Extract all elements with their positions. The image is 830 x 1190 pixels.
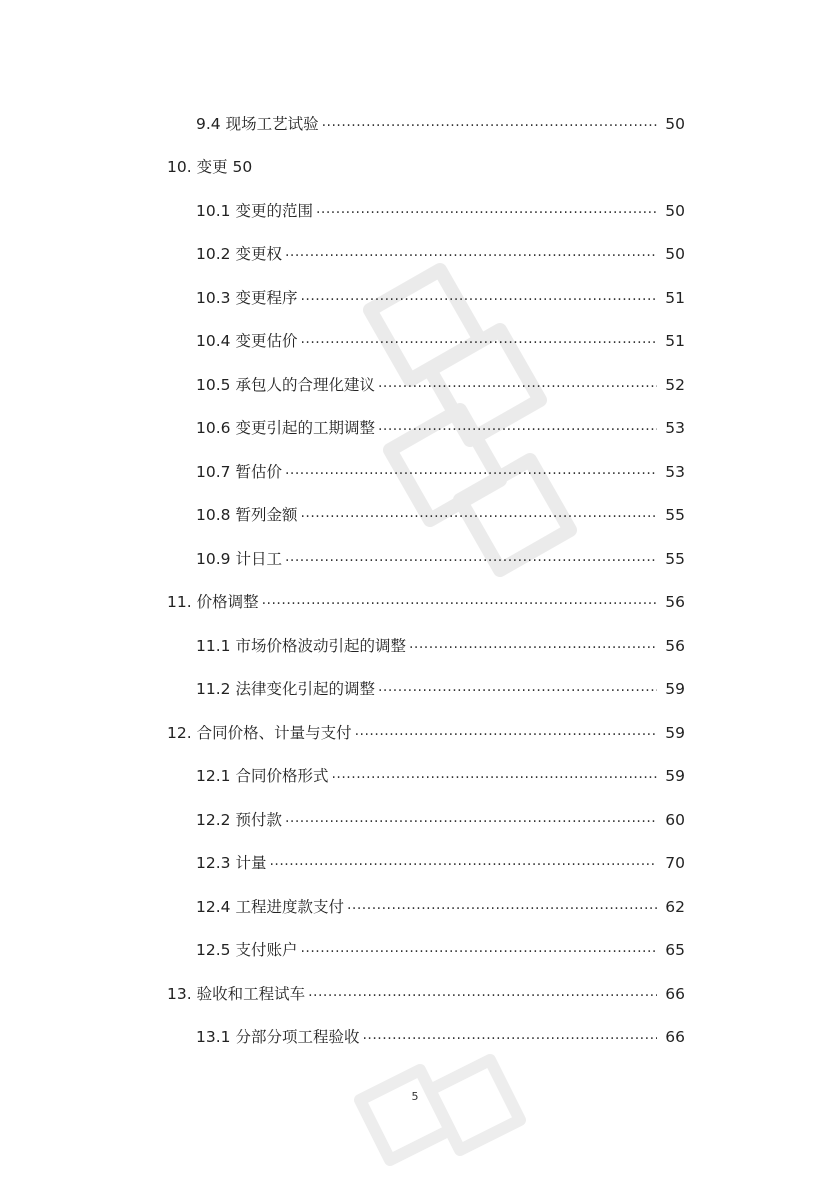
toc-entry-page: 50	[665, 245, 685, 264]
toc-entry-title: 11.1 市场价格波动引起的调整	[196, 636, 406, 655]
toc-entry-page: 55	[665, 549, 685, 568]
toc-chapter-entry[interactable]	[0, 972, 830, 1016]
toc-leader-dots	[300, 288, 657, 308]
toc-entry-title: 11.2 法律变化引起的调整	[196, 680, 375, 699]
toc-section-entry[interactable]	[0, 537, 830, 581]
toc-entry-title: 12.2 预付款	[196, 810, 282, 829]
toc-section-entry[interactable]	[0, 798, 830, 842]
toc-section-entry[interactable]	[0, 624, 830, 668]
toc-entry-page: 59	[665, 767, 685, 786]
toc-entry-title: 13.1 分部分项工程验收	[196, 1028, 360, 1047]
toc-entry-page: 52	[665, 375, 685, 394]
page-number: 5	[411, 1090, 419, 1103]
toc-entry-page: 66	[665, 1028, 685, 1047]
toc-leader-dots	[378, 375, 657, 395]
toc-section-entry[interactable]	[0, 494, 830, 538]
toc-entry-page: 53	[665, 462, 685, 481]
toc-leader-dots	[308, 984, 657, 1004]
toc-entry-page: 51	[665, 332, 685, 351]
toc-section-entry[interactable]	[0, 189, 830, 233]
toc-leader-dots	[262, 592, 657, 612]
toc-section-entry[interactable]	[0, 407, 830, 451]
toc-leader-dots	[409, 636, 657, 656]
toc-leader-dots	[269, 853, 657, 873]
toc-entry-title: 10.3 变更程序	[196, 288, 298, 307]
toc-entry-title: 13. 验收和工程试车	[167, 984, 306, 1003]
toc-leader-dots	[285, 549, 657, 569]
toc-leader-dots	[316, 201, 657, 221]
toc-section-entry[interactable]	[0, 102, 830, 146]
toc-leader-dots	[285, 810, 657, 830]
toc-chapter-entry[interactable]	[0, 146, 830, 190]
toc-entry-title: 10.4 变更估价	[196, 332, 298, 351]
toc-entry-title: 10.5 承包人的合理化建议	[196, 375, 375, 394]
toc-entry-title: 12.3 计量	[196, 854, 267, 873]
toc-entry-title: 12.5 支付账户	[196, 941, 298, 960]
toc-chapter-entry[interactable]	[0, 711, 830, 755]
toc-entry-page: 70	[665, 854, 685, 873]
toc-entry-title: 12.1 合同价格形式	[196, 767, 329, 786]
toc-entry-title: 12.4 工程进度款支付	[196, 897, 344, 916]
toc-entry-title: 12. 合同价格、计量与支付	[167, 723, 352, 742]
toc-section-entry[interactable]	[0, 450, 830, 494]
toc-entry-title: 10.7 暂估价	[196, 462, 282, 481]
toc-section-entry[interactable]	[0, 929, 830, 973]
toc-section-entry[interactable]	[0, 1016, 830, 1060]
toc-entry-page: 51	[665, 288, 685, 307]
toc-entry-page: 59	[665, 680, 685, 699]
toc-entry-page: 50	[665, 114, 685, 133]
toc-leader-dots	[300, 940, 657, 960]
toc-section-entry[interactable]	[0, 276, 830, 320]
toc-entry-page: 50	[665, 201, 685, 220]
toc-entry-page: 53	[665, 419, 685, 438]
toc-entry-page: 55	[665, 506, 685, 525]
toc-section-entry[interactable]	[0, 233, 830, 277]
toc-section-entry[interactable]	[0, 363, 830, 407]
toc-leader-dots	[300, 505, 657, 525]
toc-entry-page: 62	[665, 897, 685, 916]
toc-entry-title: 10.1 变更的范围	[196, 201, 313, 220]
toc-entry-page: 59	[665, 723, 685, 742]
toc-leader-dots	[331, 766, 657, 786]
toc-section-entry[interactable]	[0, 885, 830, 929]
table-of-contents	[0, 102, 830, 1059]
toc-entry-page: 60	[665, 810, 685, 829]
toc-entry-title: 10. 变更 50	[167, 158, 253, 177]
toc-entry-page: 56	[665, 636, 685, 655]
toc-section-entry[interactable]	[0, 320, 830, 364]
toc-leader-dots	[347, 897, 657, 917]
toc-entry-title: 10.8 暂列金额	[196, 506, 298, 525]
toc-leader-dots	[355, 723, 657, 743]
toc-leader-dots	[378, 679, 657, 699]
toc-section-entry[interactable]	[0, 842, 830, 886]
watermark-graphic-lower	[330, 1040, 530, 1190]
toc-entry-page: 65	[665, 941, 685, 960]
toc-leader-dots	[362, 1027, 657, 1047]
toc-leader-dots	[285, 244, 657, 264]
toc-leader-dots	[285, 462, 657, 482]
toc-entry-title: 9.4 现场工艺试验	[196, 114, 319, 133]
toc-leader-dots	[300, 331, 657, 351]
toc-leader-dots	[378, 418, 657, 438]
toc-leader-dots	[322, 114, 657, 134]
toc-entry-title: 10.6 变更引起的工期调整	[196, 419, 375, 438]
toc-entry-title: 11. 价格调整	[167, 593, 259, 612]
toc-entry-title: 10.2 变更权	[196, 245, 282, 264]
toc-entry-title: 10.9 计日工	[196, 549, 282, 568]
toc-section-entry[interactable]	[0, 668, 830, 712]
toc-section-entry[interactable]	[0, 755, 830, 799]
toc-entry-page: 56	[665, 593, 685, 612]
toc-entry-page: 66	[665, 984, 685, 1003]
toc-chapter-entry[interactable]	[0, 581, 830, 625]
